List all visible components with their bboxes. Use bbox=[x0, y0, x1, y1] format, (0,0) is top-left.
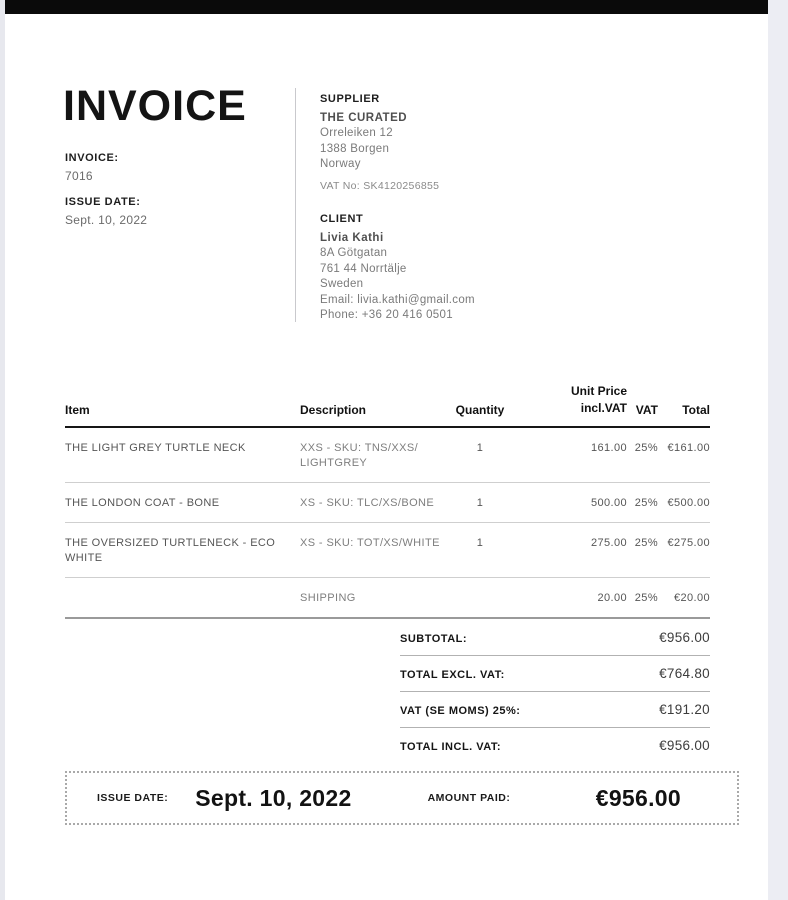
col-header-item: Item bbox=[65, 403, 90, 417]
supplier-address-line2: 1388 Borgen bbox=[320, 142, 390, 155]
summary-row-total-excl-vat bbox=[400, 656, 710, 692]
issue-date: Sept. 10, 2022 bbox=[65, 213, 148, 227]
supplier-name: THE CURATED bbox=[320, 111, 408, 124]
cell-item: THE OVERSIZED TURTLENECK - ECO WHITE bbox=[65, 537, 276, 564]
cell-total: €275.00 bbox=[667, 537, 710, 549]
cell-unit-price: 161.00 bbox=[590, 442, 627, 454]
client-address-line3: Sweden bbox=[320, 278, 364, 290]
cell-vat: 25% bbox=[634, 442, 658, 454]
table-header-row bbox=[65, 383, 710, 428]
line-items-table bbox=[65, 383, 710, 619]
invoice-number-label: INVOICE: bbox=[65, 152, 119, 164]
cell-unit-price: 20.00 bbox=[597, 592, 627, 604]
client-address-line2: 761 44 Norrtälje bbox=[320, 262, 407, 275]
vat-value: €191.20 bbox=[659, 702, 710, 717]
supplier-address-line3: Norway bbox=[320, 158, 361, 170]
window-top-bar bbox=[5, 0, 768, 14]
table-row bbox=[65, 428, 710, 483]
client-heading: CLIENT bbox=[320, 213, 364, 225]
amount-paid-label: AMOUNT PAID: bbox=[427, 792, 511, 804]
summary-row-total-incl-vat bbox=[400, 728, 710, 763]
table-row-shipping bbox=[65, 578, 710, 619]
summary-row-subtotal bbox=[400, 620, 710, 656]
supplier-block bbox=[320, 92, 439, 194]
col-header-quantity: Quantity bbox=[455, 403, 505, 417]
invoice-number: 7016 bbox=[65, 169, 93, 183]
cell-unit-price: 275.00 bbox=[590, 537, 627, 549]
client-address-line1: 8A Götgatan bbox=[320, 247, 388, 259]
cell-total: €500.00 bbox=[667, 497, 710, 509]
vat-label: VAT (SE MOMS) 25%: bbox=[400, 705, 521, 717]
total-incl-vat-value: €956.00 bbox=[659, 738, 710, 753]
cell-description: SHIPPING bbox=[300, 592, 356, 604]
invoice-title: INVOICE bbox=[63, 82, 247, 130]
cell-total: €161.00 bbox=[667, 442, 710, 454]
table-row-highlighted bbox=[65, 483, 710, 523]
table-row bbox=[65, 523, 710, 578]
col-header-description: Description bbox=[300, 403, 367, 417]
total-incl-vat-label: TOTAL INCL. VAT: bbox=[400, 741, 502, 753]
cell-vat: 25% bbox=[634, 497, 658, 509]
cell-description: XS - SKU: TLC/XS/BONE bbox=[300, 497, 435, 509]
cell-item: THE LIGHT GREY TURTLE NECK bbox=[65, 442, 246, 454]
subtotal-label: SUBTOTAL: bbox=[400, 633, 468, 645]
cell-unit-price: 500.00 bbox=[590, 497, 627, 509]
screen-edge-left bbox=[0, 0, 5, 900]
client-block bbox=[320, 212, 475, 324]
cell-item: THE LONDON COAT - BONE bbox=[65, 497, 220, 509]
client-email: Email: livia.kathi@gmail.com bbox=[320, 293, 475, 306]
cell-description: XS - SKU: TOT/XS/WHITE bbox=[300, 537, 440, 549]
cell-quantity: 1 bbox=[476, 442, 484, 454]
cell-vat: 25% bbox=[634, 537, 658, 549]
cell-description: XXS - SKU: TNS/XXS/ LIGHTGREY bbox=[300, 442, 419, 469]
header-vertical-divider bbox=[295, 88, 296, 322]
payment-strip bbox=[65, 771, 739, 825]
cell-quantity: 1 bbox=[476, 497, 484, 509]
totals-summary bbox=[400, 620, 710, 763]
supplier-address-line1: Orreleiken 12 bbox=[320, 127, 393, 139]
footer-issue-date: Sept. 10, 2022 bbox=[195, 784, 352, 811]
supplier-vat-number: VAT No: SK4120256855 bbox=[320, 179, 440, 192]
client-name: Livia Kathi bbox=[320, 231, 384, 244]
summary-row-vat bbox=[400, 692, 710, 728]
client-phone: Phone: +36 20 416 0501 bbox=[320, 309, 453, 321]
screen-edge-right bbox=[768, 0, 788, 900]
col-header-vat: VAT bbox=[635, 403, 658, 417]
cell-quantity: 1 bbox=[476, 537, 484, 549]
col-header-unit-price: Unit Price incl.VAT bbox=[570, 384, 627, 415]
amount-paid-value: €956.00 bbox=[595, 784, 681, 811]
supplier-heading: SUPPLIER bbox=[320, 93, 380, 105]
footer-issue-date-label: ISSUE DATE: bbox=[97, 792, 169, 804]
issue-date-label: ISSUE DATE: bbox=[65, 196, 141, 208]
total-excl-vat-value: €764.80 bbox=[659, 666, 710, 681]
cell-vat: 25% bbox=[634, 592, 658, 604]
total-excl-vat-label: TOTAL EXCL. VAT: bbox=[400, 669, 505, 681]
subtotal-value: €956.00 bbox=[659, 630, 710, 645]
col-header-total: Total bbox=[682, 403, 710, 417]
cell-total: €20.00 bbox=[673, 592, 710, 604]
